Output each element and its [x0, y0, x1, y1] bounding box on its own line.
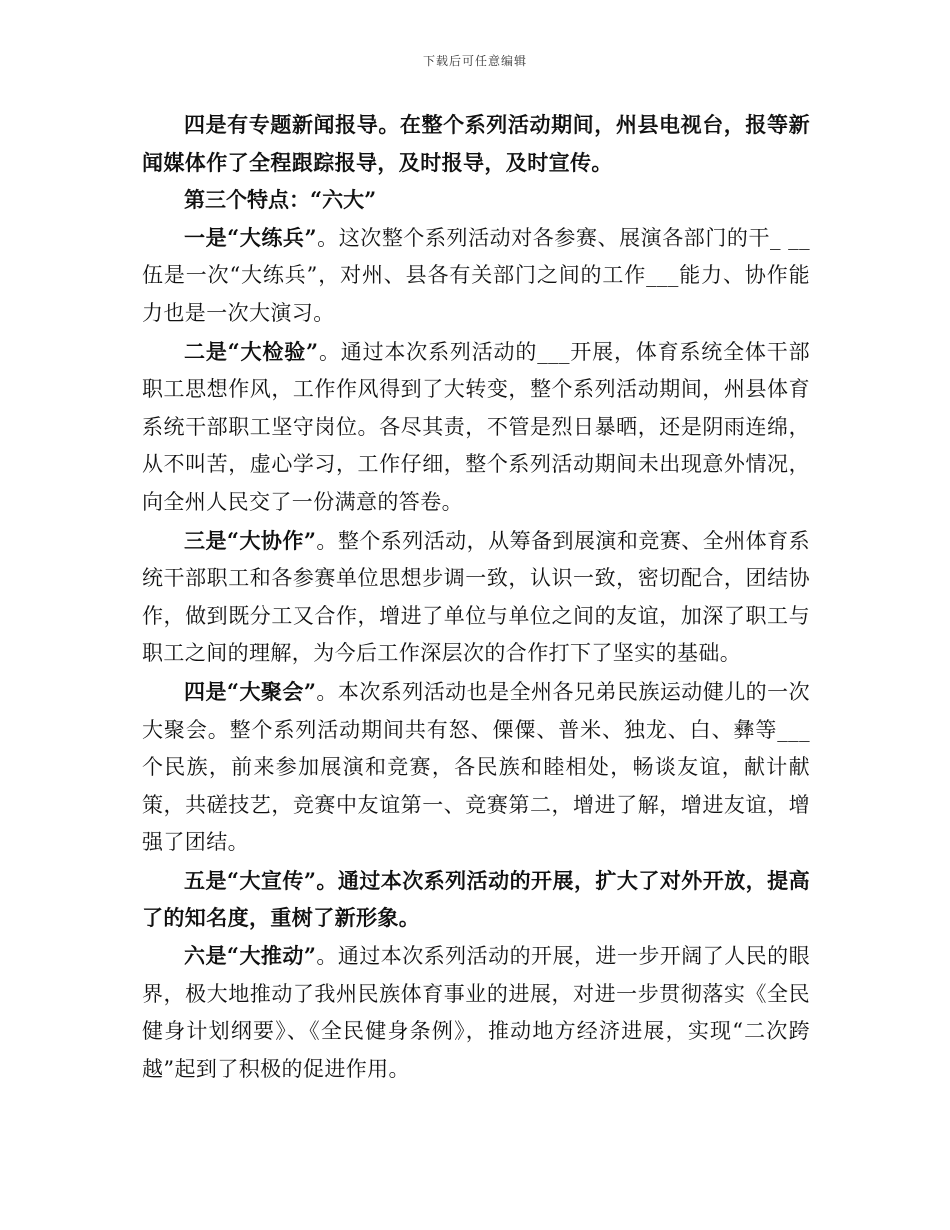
- paragraph-text: 。通过本次系列活动的开展，进一步开阔了人民的眼界，极大地推动了我州民族体育事业的进展，对进一步贯彻落实《全民健身计划纲要》、《全民健身条例》，推动地方经济进展，实现“二次跨越”起到了积极的促进作用。: [142, 944, 810, 1081]
- document-body: [142, 106, 810, 1088]
- paragraph-lead: 三是“大协作”: [184, 527, 317, 553]
- paragraph-text: 四是有专题新闻报导。在整个系列活动期间，州县电视台，报等新闻媒体作了全程跟踪报导，及时报导，及时宣传。: [142, 112, 810, 175]
- page-header: 下载后可任意编辑: [422, 54, 527, 68]
- paragraph-lead: 一是“大练兵”: [184, 224, 317, 250]
- paragraph-text: 五是“大宣传”。通过本次系列活动的开展，扩大了对外开放，提高了的知名度，重树了新形象。: [142, 867, 810, 931]
- paragraph-lead: 六是“大推动”: [184, 943, 317, 969]
- heading-text: 第三个特点：“六大”: [184, 187, 377, 213]
- paragraph-big-promotion: [142, 937, 810, 1088]
- paragraph-text: 。这次整个系列活动对各参赛、展演各部门的干_ __伍是一次“大练兵”，对州、县各有关部门之间的工作___能力、协作能力也是一次大演习。: [142, 225, 810, 325]
- paragraph-big-gathering: [142, 673, 810, 862]
- paragraph-big-publicity: [142, 862, 810, 937]
- paragraph-lead: 二是“大检验”: [184, 338, 319, 364]
- paragraph-big-training: [142, 219, 810, 333]
- paragraph-big-inspection: [142, 333, 810, 522]
- paragraph-news-reporting: [142, 106, 810, 181]
- paragraph-big-cooperation: [142, 522, 810, 673]
- paragraph-text: 。通过本次系列活动的___开展，体育系统全体干部职工思想作风，工作作风得到了大转变，整个系列活动期间，州县体育系统干部职工坚守岗位。各尽其责，不管是烈日暴晒，还是阴雨连绵，从不叫苦，虚心学习，工作仔细，整个系列活动期间未出现意外情况，向全州人民交了一份满意的答卷。: [142, 339, 810, 514]
- section-heading-six-bigs: [142, 181, 810, 219]
- paragraph-text: 。整个系列活动，从筹备到展演和竞赛、全州体育系统干部职工和各参赛单位思想步调一致，认识一致，密切配合，团结协作，做到既分工又合作，增进了单位与单位之间的友谊，加深了职工与职工之间的理解，为今后工作深层次的合作打下了坚实的基础。: [142, 528, 810, 666]
- paragraph-lead: 四是“大聚会”: [184, 678, 317, 704]
- paragraph-text: 。本次系列活动也是全州各兄弟民族运动健儿的一次大聚会。整个系列活动期间共有怒、傈僳、普米、独龙、白、彝等___个民族，前来参加展演和竞赛，各民族和睦相处，畅谈友谊，献计献策，共磋技艺，竞赛中友谊第一、竞赛第二，增进了解，增进友谊，增强了团结。: [142, 679, 810, 855]
